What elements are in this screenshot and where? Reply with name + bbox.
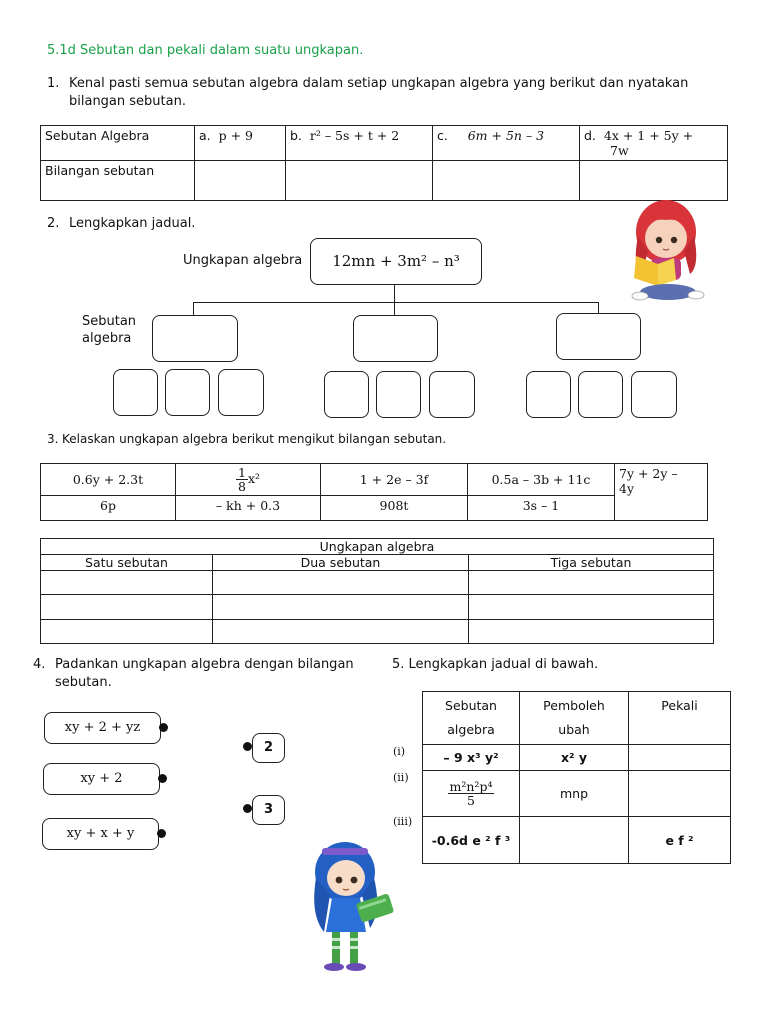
- q4-dot-expr-2[interactable]: [158, 774, 167, 783]
- q3-number: 3.: [47, 432, 59, 446]
- q3-expressions-table: [40, 463, 708, 521]
- q2-expr-label: Ungkapan algebra: [183, 253, 303, 268]
- q1-item-d: d. 4x + 1 + 5y + 7w: [580, 126, 728, 161]
- q5-header-term: Sebutan algebra: [423, 692, 520, 745]
- q3-cell[interactable]: [469, 619, 714, 643]
- q1-answer-d[interactable]: [580, 161, 728, 201]
- q1-answer-c[interactable]: [433, 161, 580, 201]
- q1-row-label-terms: Sebutan Algebra: [41, 126, 195, 161]
- term-detail-box-1b[interactable]: [165, 369, 210, 416]
- q3-expr-7: – kh + 0.3: [176, 496, 321, 521]
- q4-expression-3[interactable]: xy + x + y: [42, 818, 159, 850]
- tree-line-horizontal: [193, 302, 599, 303]
- q5-variable-iii[interactable]: [520, 817, 629, 864]
- q5-coef-ii[interactable]: [629, 771, 731, 817]
- q3-header-two: Dua sebutan: [213, 555, 469, 571]
- q3-expr-2: $\frac{1}{8}$ x²: [176, 464, 321, 496]
- q4-dot-count-1[interactable]: [243, 742, 252, 751]
- term-detail-box-3c[interactable]: [631, 371, 677, 418]
- q3-expr-8: 908t: [321, 496, 468, 521]
- q4-dot-expr-1[interactable]: [159, 723, 168, 732]
- q3-cell[interactable]: [469, 571, 714, 595]
- q3-expr-9: 3s – 1: [468, 496, 615, 521]
- tree-line-middle: [394, 302, 395, 316]
- q5-text: 5. Lengkapkan jadual di bawah.: [392, 657, 599, 672]
- q5-header-coef: Pekali: [629, 692, 731, 745]
- q3-expr-1: 0.6y + 2.3t: [41, 464, 176, 496]
- girl-with-book-illustration: [300, 840, 400, 975]
- term-detail-box-1c[interactable]: [218, 369, 264, 416]
- q1-item-a: a. p + 9: [195, 126, 286, 161]
- q4-expression-2[interactable]: xy + 2: [43, 763, 160, 795]
- q5-variable-ii: mnp: [520, 771, 629, 817]
- q4-count-2[interactable]: 2: [252, 733, 285, 763]
- q5-roman-ii: (ii): [393, 771, 409, 784]
- q5-term-iii: -0.6d e ² f ³: [423, 817, 520, 864]
- q3-cell[interactable]: [213, 595, 469, 619]
- q4-number: 4.: [33, 657, 46, 672]
- term-detail-box-1a[interactable]: [113, 369, 158, 416]
- q3-classification-table: [40, 538, 714, 644]
- girl-reading-illustration: [618, 196, 708, 306]
- term-box-2[interactable]: [353, 315, 438, 362]
- q3-expr-3: 1 + 2e – 3f: [321, 464, 468, 496]
- q1-item-c: c. 6m + 5n – 3: [433, 126, 580, 161]
- q2-number: 2.: [47, 216, 60, 231]
- q5-roman-iii: (iii): [393, 815, 413, 828]
- q5-coef-iii: e f ²: [629, 817, 731, 864]
- q3-text: Kelaskan ungkapan algebra berikut mengikut bilangan sebutan.: [62, 432, 447, 446]
- q1-table: [40, 125, 728, 201]
- q2-expression-box: 12mn + 3m² – n³: [310, 238, 482, 285]
- q3-class-title: Ungkapan algebra: [41, 539, 714, 555]
- tree-line-stem: [394, 284, 395, 303]
- q3-cell[interactable]: [469, 595, 714, 619]
- q3-expr-5: 7y + 2y – 4y: [615, 464, 708, 521]
- q5-term-ii: $\frac{\text{m²n²p⁴}}{5}$: [423, 771, 520, 817]
- q2-terms-label-line1: Sebutan: [82, 314, 137, 329]
- q3-expr-4: 0.5a – 3b + 11c: [468, 464, 615, 496]
- term-box-1[interactable]: [152, 315, 238, 362]
- q5-table: [422, 691, 731, 864]
- term-detail-box-2a[interactable]: [324, 371, 369, 418]
- term-box-3[interactable]: [556, 313, 641, 360]
- q4-count-3[interactable]: 3: [252, 795, 285, 825]
- term-detail-box-2b[interactable]: [376, 371, 421, 418]
- q3-header-one: Satu sebutan: [41, 555, 213, 571]
- q2-text: Lengkapkan jadual.: [69, 216, 196, 231]
- q4-dot-expr-3[interactable]: [157, 829, 166, 838]
- q3-cell[interactable]: [41, 595, 213, 619]
- q4-text: Padankan ungkapan algebra dengan bilangan sebutan.: [55, 657, 354, 690]
- q4-dot-count-2[interactable]: [243, 804, 252, 813]
- q3-cell[interactable]: [213, 619, 469, 643]
- q1-answer-a[interactable]: [195, 161, 286, 201]
- q5-term-i: – 9 x³ y²: [423, 745, 520, 771]
- q5-header-variable: Pemboleh ubah: [520, 692, 629, 745]
- section-heading: 5.1d Sebutan dan pekali dalam suatu ungkapan.: [47, 43, 364, 58]
- q4-expression-1[interactable]: xy + 2 + yz: [44, 712, 161, 744]
- term-detail-box-2c[interactable]: [429, 371, 475, 418]
- term-detail-box-3b[interactable]: [578, 371, 623, 418]
- q1-row-label-count: Bilangan sebutan: [41, 161, 195, 201]
- q3-cell[interactable]: [213, 571, 469, 595]
- q5-coef-i[interactable]: [629, 745, 731, 771]
- q3-header-three: Tiga sebutan: [469, 555, 714, 571]
- q1-item-b: b. r² – 5s + t + 2: [286, 126, 433, 161]
- q3-cell[interactable]: [41, 571, 213, 595]
- q1-number: 1.: [47, 76, 60, 91]
- q5-variable-i: x² y: [520, 745, 629, 771]
- q1-answer-b[interactable]: [286, 161, 433, 201]
- q3-cell[interactable]: [41, 619, 213, 643]
- q2-terms-label-line2: algebra: [82, 331, 132, 346]
- term-detail-box-3a[interactable]: [526, 371, 571, 418]
- tree-line-left: [193, 302, 194, 316]
- q1-text: Kenal pasti semua sebutan algebra dalam setiap ungkapan algebra yang berikut dan nyatakan bilangan sebutan.: [69, 76, 689, 109]
- q3-expr-6: 6p: [41, 496, 176, 521]
- q5-roman-i: (i): [393, 745, 406, 758]
